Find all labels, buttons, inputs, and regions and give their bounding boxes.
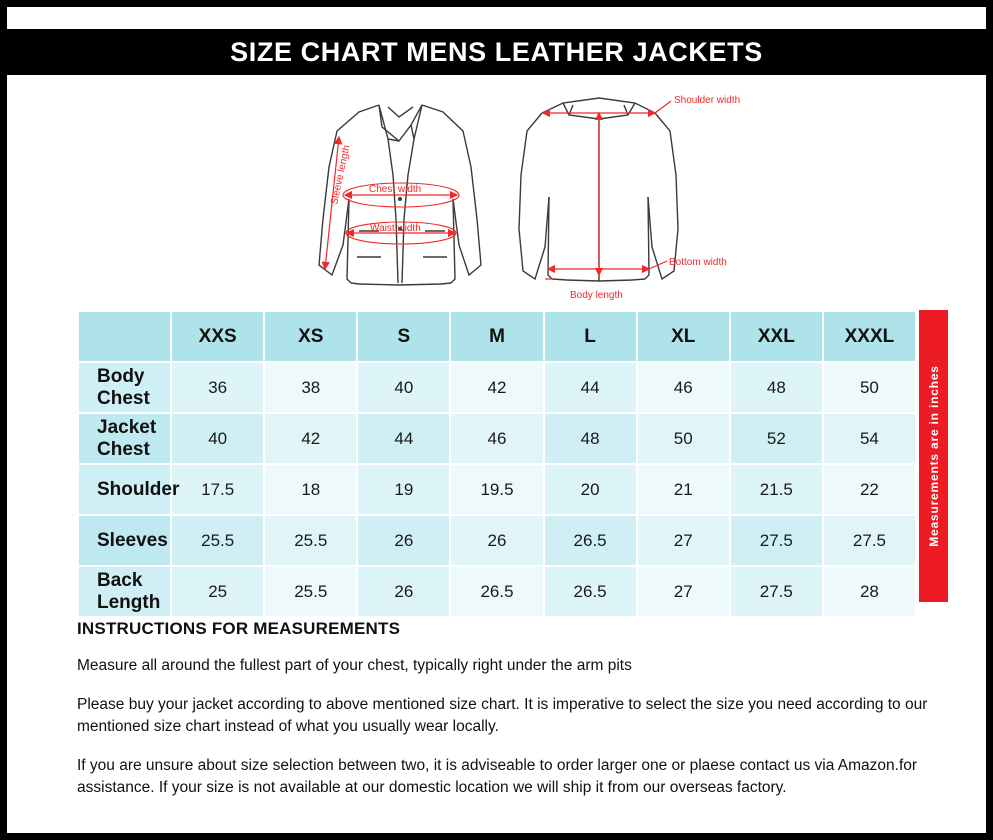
cell-sleeves-xxs: 25.5 [171, 515, 264, 566]
cell-body-chest-xxl: 48 [730, 362, 823, 413]
cell-back-length-s: 26 [357, 566, 450, 617]
cell-sleeves-m: 26 [450, 515, 543, 566]
cell-jacket-chest-m: 46 [450, 413, 543, 464]
cell-shoulder-xs: 18 [264, 464, 357, 515]
cell-shoulder-l: 20 [544, 464, 637, 515]
row-label-jacket-chest: Jacket Chest [78, 413, 171, 464]
cell-body-chest-xl: 46 [637, 362, 730, 413]
cell-sleeves-s: 26 [357, 515, 450, 566]
table-corner-cell [78, 311, 171, 362]
table-row [78, 413, 916, 464]
measurements-unit-text: Measurements are in inches [926, 365, 941, 547]
table-row [78, 464, 916, 515]
table-header-row [78, 311, 916, 362]
front-measure-labels [329, 144, 421, 234]
instructions-section [77, 619, 937, 816]
cell-jacket-chest-s: 44 [357, 413, 450, 464]
cell-back-length-xxxl: 28 [823, 566, 916, 617]
back-measure-labels [570, 95, 740, 301]
table-row [78, 515, 916, 566]
cell-back-length-l: 26.5 [544, 566, 637, 617]
row-label-sleeves: Sleeves [78, 515, 171, 566]
instructions-paragraph-2: Please buy your jacket according to above mentioned size chart. It is imperative to select the size you need according to our mentioned size chart instead of what you usually wear locally. [77, 696, 928, 735]
jacket-illustration [7, 79, 986, 307]
cell-jacket-chest-xxl: 52 [730, 413, 823, 464]
size-table-body [78, 362, 916, 617]
column-header-xxl: XXL [730, 311, 823, 362]
page-title: SIZE CHART MENS LEATHER JACKETS [230, 36, 763, 67]
cell-shoulder-m: 19.5 [450, 464, 543, 515]
label-waist-width: Waist width [370, 223, 421, 234]
cell-body-chest-m: 42 [450, 362, 543, 413]
cell-back-length-xs: 25.5 [264, 566, 357, 617]
column-header-s: S [357, 311, 450, 362]
label-bottom-width: Bottom width [669, 257, 727, 268]
cell-sleeves-xl: 27 [637, 515, 730, 566]
table-row [78, 566, 916, 617]
page-inner [7, 7, 986, 833]
cell-body-chest-xxxl: 50 [823, 362, 916, 413]
row-label-shoulder: Shoulder [78, 464, 171, 515]
size-table [77, 310, 917, 618]
column-header-m: M [450, 311, 543, 362]
cell-shoulder-xxs: 17.5 [171, 464, 264, 515]
cell-jacket-chest-l: 48 [544, 413, 637, 464]
cell-sleeves-xs: 25.5 [264, 515, 357, 566]
title-bar [7, 29, 986, 75]
cell-back-length-xl: 27 [637, 566, 730, 617]
cell-jacket-chest-xs: 42 [264, 413, 357, 464]
cell-sleeves-xxl: 27.5 [730, 515, 823, 566]
column-header-xxs: XXS [171, 311, 264, 362]
cell-jacket-chest-xxs: 40 [171, 413, 264, 464]
label-body-length: Body length [570, 290, 623, 301]
table-row [78, 362, 916, 413]
jacket-diagram-svg [7, 79, 986, 307]
column-header-xl: XL [637, 311, 730, 362]
cell-body-chest-xxs: 36 [171, 362, 264, 413]
row-label-body-chest: Body Chest [78, 362, 171, 413]
cell-body-chest-l: 44 [544, 362, 637, 413]
measurements-unit-band [919, 310, 948, 602]
cell-back-length-xxl: 27.5 [730, 566, 823, 617]
size-table-head [78, 311, 916, 362]
label-sleeve-length: Sleeve length [329, 144, 353, 206]
size-table-wrap [77, 310, 917, 618]
column-header-xxxl: XXXL [823, 311, 916, 362]
cell-jacket-chest-xxxl: 54 [823, 413, 916, 464]
column-header-l: L [544, 311, 637, 362]
back-measure-arrows [543, 101, 671, 279]
cell-jacket-chest-xl: 50 [637, 413, 730, 464]
cell-shoulder-xxl: 21.5 [730, 464, 823, 515]
cell-shoulder-s: 19 [357, 464, 450, 515]
cell-back-length-m: 26.5 [450, 566, 543, 617]
cell-sleeves-xxxl: 27.5 [823, 515, 916, 566]
cell-shoulder-xxxl: 22 [823, 464, 916, 515]
cell-back-length-xxs: 25 [171, 566, 264, 617]
cell-sleeves-l: 26.5 [544, 515, 637, 566]
row-label-back-length: Back Length [78, 566, 171, 617]
cell-body-chest-xs: 38 [264, 362, 357, 413]
label-chest-width: Chest width [369, 184, 422, 195]
instructions-paragraph-3: If you are unsure about size selection between two, it is adviseable to order larger one or plaese contact us via Amazon.for assistance. If your size is not available at our domestic location we will ship it from our overseas factory. [77, 757, 918, 796]
cell-shoulder-xl: 21 [637, 464, 730, 515]
column-header-xs: XS [264, 311, 357, 362]
instructions-paragraph-1: Measure all around the fullest part of your chest, typically right under the arm pits [77, 657, 632, 674]
instructions-heading: INSTRUCTIONS FOR MEASUREMENTS [77, 619, 401, 638]
label-shoulder-width: Shoulder width [674, 95, 741, 106]
cell-body-chest-s: 40 [357, 362, 450, 413]
